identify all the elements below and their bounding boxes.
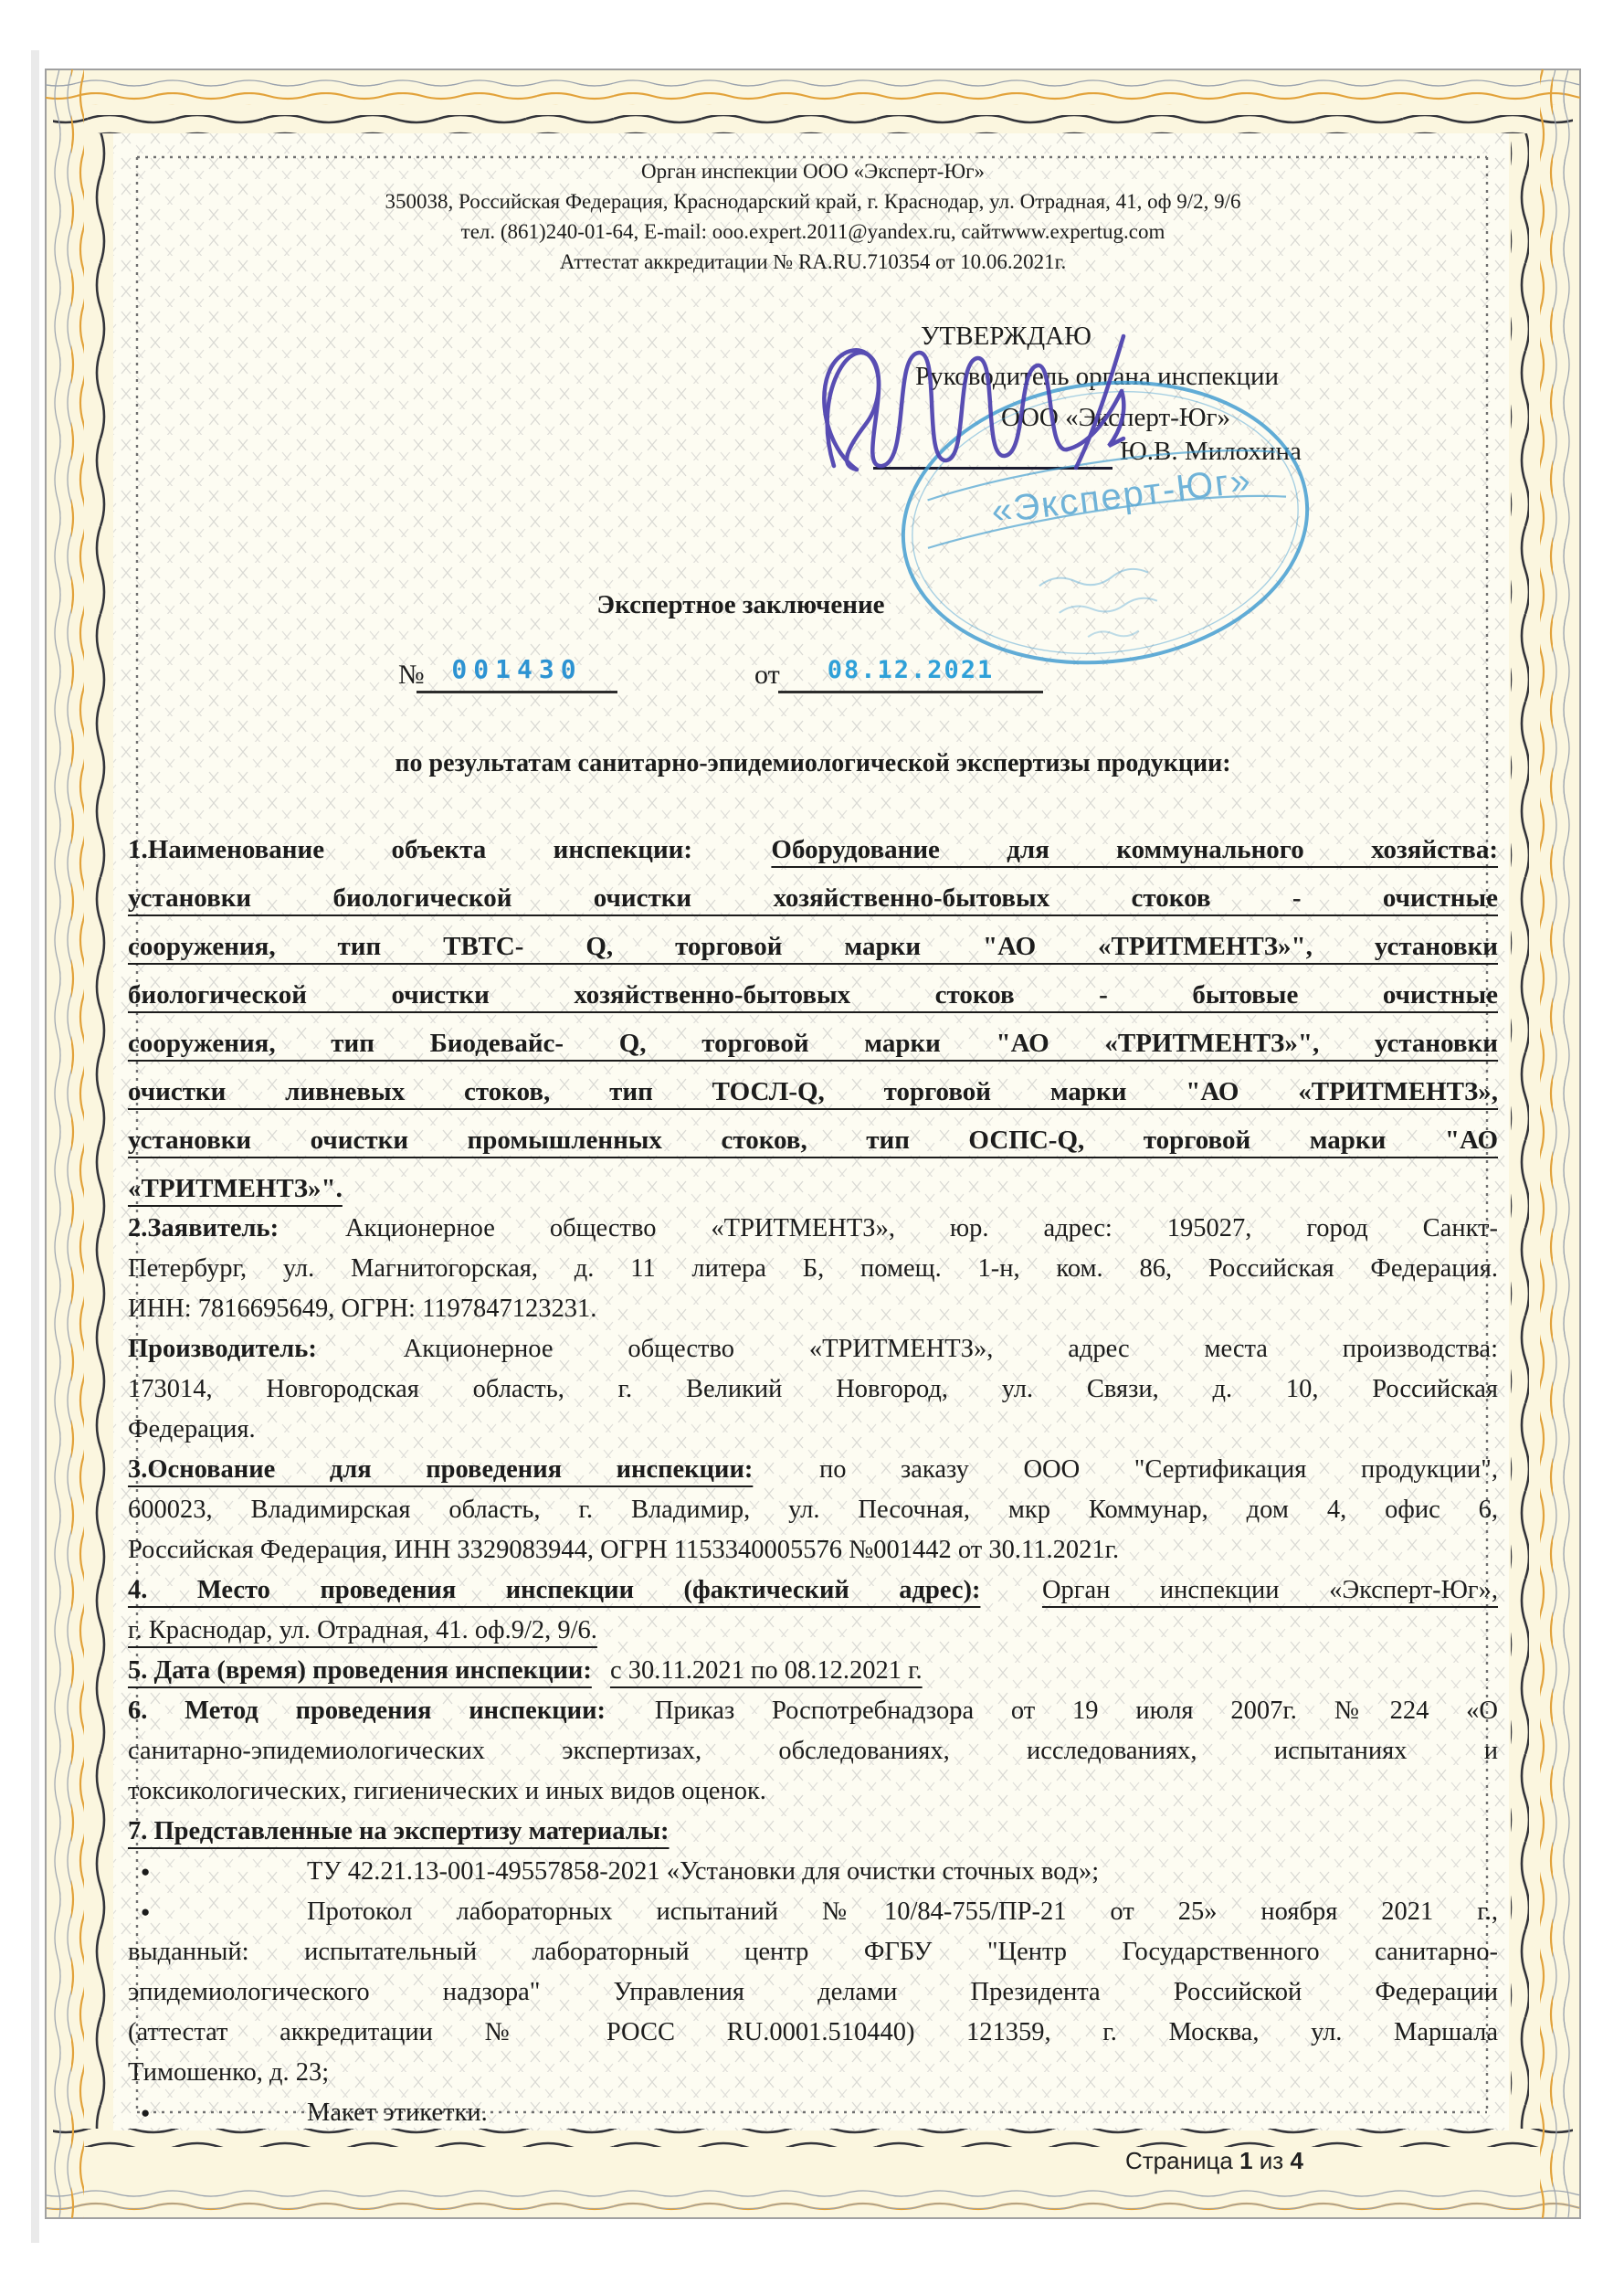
org-address-line: 350038, Российская Федерация, Краснодарский край, г. Краснодар, ул. Отрадная, 41, оф 9/2, 9/6 <box>385 190 1241 213</box>
text-line <box>128 826 1498 874</box>
accreditation-line: Аттестат аккредитации № RA.RU.710354 от 10.06.2021г. <box>559 250 1067 273</box>
section-1-object-of-inspection <box>128 826 1498 1213</box>
approver-role: Руководитель органа инспекции <box>915 362 1280 391</box>
materials-item <box>128 1852 1498 1892</box>
text-line <box>128 1249 1498 1289</box>
text-line <box>128 1068 1498 1116</box>
material-text: (аттестат аккредитации № РОСС RU.0001.510440) 121359, г. Москва, ул. Маршала <box>128 2018 1498 2046</box>
document-body <box>128 1209 1498 2133</box>
date-value: 08.12.2021 <box>778 656 1043 693</box>
text-line <box>128 1731 1498 1771</box>
text-line <box>128 1570 1498 1611</box>
text-line <box>128 1329 1498 1369</box>
section-text: Приказ Роспотребнадзора от 19 июля 2007г. №224 «О <box>654 1697 1499 1725</box>
material-text: выданный: испытательный лабораторный центр ФГБУ "Центр Государственного санитарно- <box>128 1938 1498 1966</box>
section-text: ИНН: 7816695649, ОГРН: 1197847123231. <box>128 1295 597 1323</box>
text-line <box>128 1932 1498 1972</box>
section-text: с 30.11.2021 по 08.12.2021 г. <box>609 1656 923 1685</box>
section-text: Акционерное общество «ТРИТМЕНТЗ», юр. адрес: 195027, город Санкт- <box>345 1214 1498 1242</box>
section-text: сооружения, тип ТВТС- Q, торговой марки "АО «ТРИТМЕНТЗ»", установки <box>128 932 1498 961</box>
page-label: Страница <box>1125 2147 1233 2174</box>
material-text: ТУ 42.21.13-001-49557858-2021 «Установки для очистки сточных вод»; <box>307 1857 1100 1886</box>
section-text: очистки ливневых стоков, тип ТОСЛ-Q, торговой марки "АО «ТРИТМЕНТЗ», <box>128 1077 1498 1106</box>
text-line <box>128 1490 1498 1530</box>
section-text: Российская Федерация, ИНН 3329083944, ОГРН 1153340005576 №001442 от 30.11.2021г. <box>128 1536 1120 1564</box>
signature-scribble <box>802 312 1195 491</box>
bullet-icon: ● <box>141 1863 151 1880</box>
number-label: № <box>398 660 425 690</box>
text-line <box>128 1410 1498 1450</box>
section-text: установки очистки промышленных стоков, тип ОСПС-Q, торговой марки "АО <box>128 1126 1498 1155</box>
text-line <box>128 1450 1498 1490</box>
section-text: по заказу ООО "Сертификация продукции", <box>818 1455 1499 1484</box>
materials-item <box>128 2093 1498 2133</box>
document-subtitle: по результатам санитарно-эпидемиологической экспертизы продукции: <box>395 749 1231 777</box>
section-text: Федерация. <box>128 1415 256 1443</box>
section-text: биологической очистки хозяйственно-бытовых стоков - бытовые очистные <box>128 980 1498 1010</box>
text-line <box>128 1651 1498 1691</box>
section-label: 2.Заявитель: <box>128 1214 279 1242</box>
approver-org: ООО «Эксперт-Юг» <box>1001 403 1231 432</box>
text-line <box>128 1611 1498 1651</box>
section-label: 7. Представленные на экспертизу материалы: <box>128 1817 670 1845</box>
approve-word: УТВЕРЖДАЮ <box>921 322 1091 351</box>
text-line <box>128 923 1498 971</box>
scan-edge-streak <box>31 50 39 2243</box>
text-line <box>128 1530 1498 1570</box>
material-text: Протокол лабораторных испытаний №10/84-755/ПР-21 от 25» ноября 2021 г., <box>307 1898 1498 1926</box>
section-text: токсикологических, гигиенических и иных видов оценок. <box>128 1777 766 1805</box>
section-label: 6. Метод проведения инспекции: <box>128 1697 606 1725</box>
letterhead <box>128 156 1498 277</box>
text-line <box>128 874 1498 923</box>
org-contact-line: тел. (861)240-01-64, E-mail: ooo.expert.2011@yandex.ru, сайтwww.expertug.com <box>460 220 1165 243</box>
section-text: санитарно-эпидемиологических экспертизах, обследованиях, исследованиях, испытаниях и <box>128 1737 1498 1765</box>
section-label: 5. Дата (время) проведения инспекции: <box>128 1656 592 1685</box>
page-number: 1 <box>1239 2147 1253 2174</box>
text-line <box>128 1812 1498 1852</box>
materials-item <box>128 1892 1498 1932</box>
section-text: сооружения, тип Биодевайс- Q, торговой марки "АО «ТРИТМЕНТЗ»", установки <box>128 1029 1498 1058</box>
bullet-icon: ● <box>141 2104 151 2121</box>
text-line <box>128 1116 1498 1165</box>
document-title: Экспертное заключение <box>596 590 885 619</box>
text-line <box>128 1165 1498 1213</box>
page-total: 4 <box>1290 2147 1303 2174</box>
stamp-org-text: «Эксперт-Юг» <box>988 460 1255 532</box>
date-label: от <box>754 660 780 690</box>
material-text: эпидемиологического надзора" Управления делами Президента Российской Федерации <box>128 1978 1498 2006</box>
approver-name: Ю.В. Милохина <box>1120 437 1302 466</box>
bullet-icon: ● <box>141 1903 151 1920</box>
section-text: г. Краснодар, ул. Отрадная, 41. оф.9/2, 9/6. <box>128 1616 597 1644</box>
text-line <box>128 1020 1498 1068</box>
section-label: 1.Наименование объекта инспекции: <box>128 835 693 864</box>
text-line <box>128 2013 1498 2053</box>
text-line <box>128 1972 1498 2013</box>
material-text: Тимошенко, д. 23; <box>128 2058 330 2087</box>
text-line <box>128 1691 1498 1731</box>
text-line <box>128 2053 1498 2093</box>
of-label: из <box>1259 2147 1284 2174</box>
material-text: Макет этикетки. <box>307 2098 488 2127</box>
section-text: «ТРИТМЕНТЗ»". <box>128 1174 343 1203</box>
section-text: 600023, Владимирская область, г. Владимир, ул. Песочная, мкр Коммунар, дом 4, офис 6, <box>128 1496 1498 1524</box>
section-text: Петербург, ул. Магнитогорская, д. 11 литера Б, помещ. 1-н, ком. 86, Российская Федерация. <box>128 1254 1498 1283</box>
text-line <box>128 1771 1498 1812</box>
page-footer <box>1125 2147 1303 2175</box>
section-text: Акционерное общество «ТРИТМЕНТЗ», адрес места производства: <box>403 1335 1498 1363</box>
org-name-line: Орган инспекции ООО «Эксперт-Юг» <box>640 160 986 183</box>
text-line <box>128 1209 1498 1249</box>
text-line <box>128 1369 1498 1410</box>
section-label: 4. Место проведения инспекции (фактический адрес): <box>128 1576 981 1604</box>
section-label: 3.Основание для проведения инспекции: <box>128 1455 754 1484</box>
section-text: Орган инспекции «Эксперт-Юг», <box>1041 1576 1498 1604</box>
number-value: 001430 <box>417 654 617 693</box>
text-line <box>128 971 1498 1020</box>
section-text: установки биологической очистки хозяйственно-бытовых стоков - очистные <box>128 883 1498 913</box>
section-text: 173014, Новгородская область, г. Великий Новгород, ул. Связи, д. 10, Российская <box>128 1375 1498 1403</box>
section-text: Оборудование для коммунального хозяйства: <box>771 835 1499 864</box>
text-line <box>128 1289 1498 1329</box>
section-label: Производитель: <box>128 1335 317 1363</box>
